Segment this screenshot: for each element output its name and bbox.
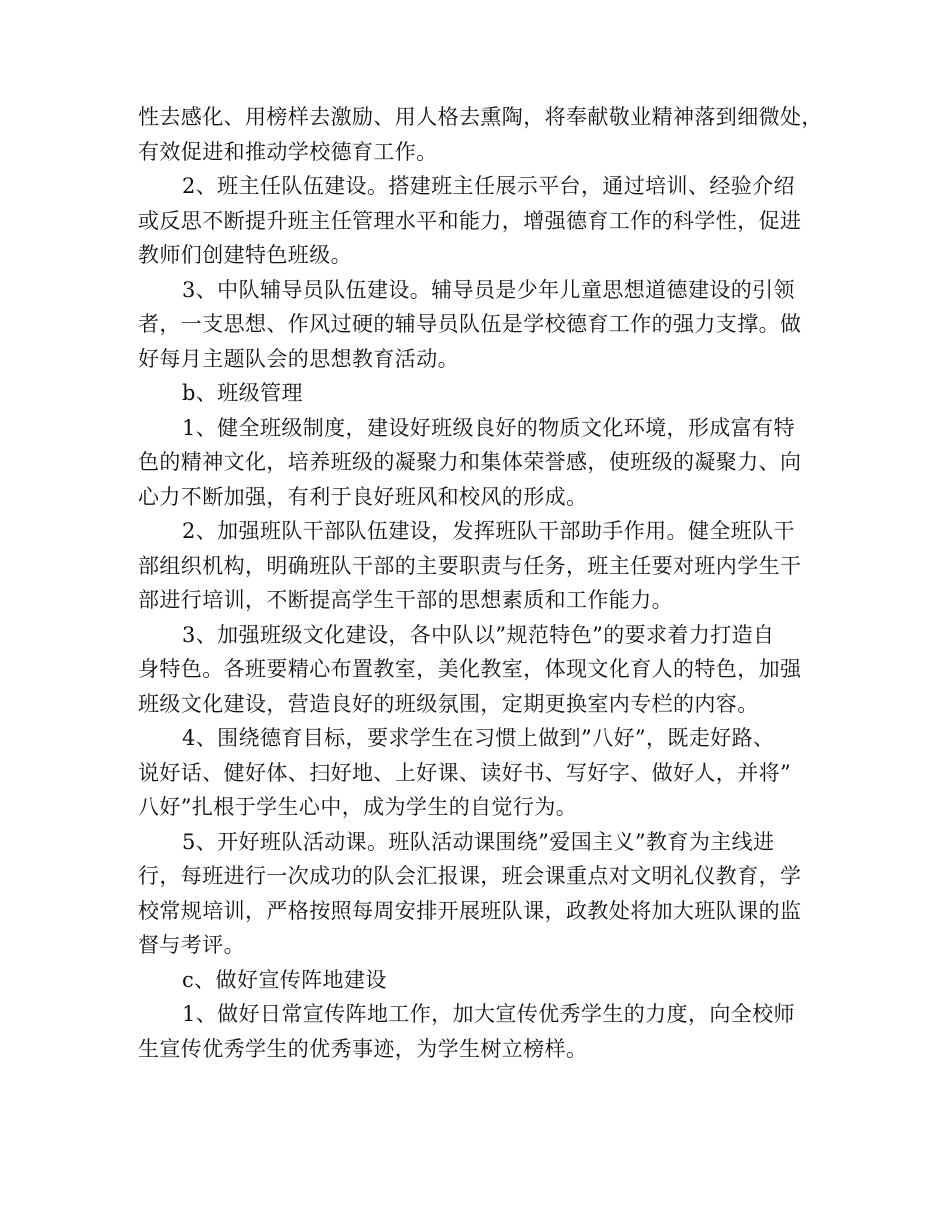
text-line: 好每月主题队会的思想教育活动。 — [138, 346, 459, 371]
text-line: 2、加强班队干部队伍建设，发挥班队干部助手作用。健全班队干 — [182, 519, 795, 543]
text-line: 部进行培训，不断提高学生干部的思想素质和工作能力。 — [138, 588, 673, 612]
text-line: 3、中队辅导员队伍建设。辅导员是少年儿童思想道德建设的引领 — [182, 277, 795, 302]
text-line: 2、班主任队伍建设。搭建班主任展示平台，通过培训、经验介绍 — [182, 174, 795, 198]
text-line: 或反思不断提升班主任管理水平和能力，增强德育工作的科学性，促进 — [138, 208, 802, 233]
text-line: 1、做好日常宣传阵地工作，加大宣传优秀学生的力度，向全校师 — [182, 1002, 795, 1026]
text-line: 部组织机构，明确班队干部的主要职责与任务，班主任要对班内学生干 — [138, 553, 802, 578]
text-line: 校常规培训，严格按照每周安排开展班队课，政教处将加大班队课的监 — [138, 898, 802, 923]
text-line: 生宣传优秀学生的优秀事迹，为学生树立榜样。 — [138, 1036, 588, 1061]
text-line: 说好话、健好体、扫好地、上好课、读好书、写好字、做好人，并将” — [138, 760, 792, 785]
text-line: 3、加强班级文化建设，各中队以”规范特色”的要求着力打造自 — [182, 622, 775, 647]
text-line: 有效促进和推动学校德育工作。 — [138, 139, 438, 164]
text-line: b、班级管理 — [182, 381, 303, 405]
text-line: 督与考评。 — [138, 933, 245, 957]
text-line: 教师们创建特色班级。 — [138, 243, 352, 267]
text-line: c、做好宣传阵地建设 — [182, 967, 387, 992]
text-line: 行，每班进行一次成功的队会汇报课，班会课重点对文明礼仪教育，学 — [138, 864, 802, 888]
text-line: 4、围绕德育目标，要求学生在习惯上做到”八好”，既走好路、 — [182, 726, 775, 750]
text-line: 1、健全班级制度，建设好班级良好的物质文化环境，形成富有特 — [182, 415, 795, 440]
text-line: 者，一支思想、作风过硬的辅导员队伍是学校德育工作的强力支撑。做 — [138, 312, 802, 336]
text-line: 性去感化、用榜样去激励、用人格去熏陶，将奉献敬业精神落到细微处， — [138, 105, 823, 129]
text-line: 色的精神文化，培养班级的凝聚力和集体荣誉感，使班级的凝聚力、向 — [138, 450, 802, 474]
text-line: 5、开好班队活动课。班队活动课围绕”爱国主义”教育为主线进 — [182, 829, 775, 854]
text-line: 班级文化建设，营造良好的班级氛围，定期更换室内专栏的内容。 — [138, 691, 759, 716]
document-body — [138, 100, 828, 1066]
text-line: 八好”扎根于学生心中，成为学生的自觉行为。 — [138, 795, 578, 819]
text-line: 身特色。各班要精心布置教室，美化教室，体现文化育人的特色，加强 — [138, 657, 802, 681]
text-line: 心力不断加强，有利于良好班风和校风的形成。 — [138, 484, 588, 509]
